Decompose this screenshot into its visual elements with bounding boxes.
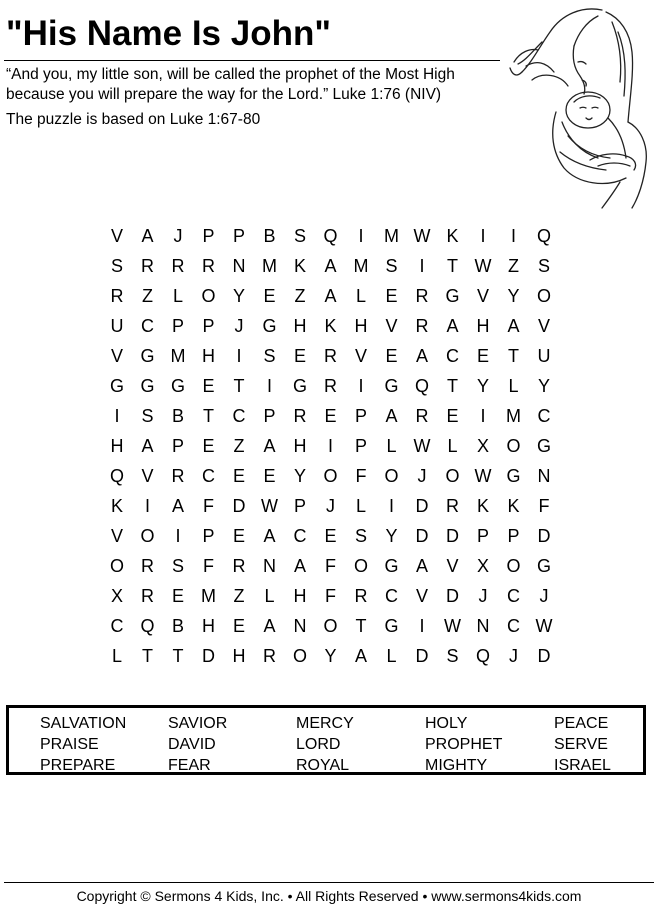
grid-letter: C [232,406,246,426]
grid-letter: V [110,346,123,366]
grid-letter: R [415,286,429,306]
word-list-column [554,713,611,776]
grid-row [102,315,562,345]
grid-letter: T [203,406,214,426]
grid-letter: H [293,586,307,606]
word-item: LORD [296,736,341,753]
grid-letter: I [114,406,120,426]
grid-letter: G [109,376,124,396]
grid-letter: Y [537,376,550,396]
grid-letter: G [536,436,551,456]
grid-letter: I [480,406,486,426]
grid-letter: G [384,376,399,396]
grid-letter: P [476,526,489,546]
grid-letter: I [419,256,425,276]
grid-letter: A [263,436,276,456]
grid-letter: U [110,316,124,336]
grid-letter: W [413,436,431,456]
grid-letter: C [293,526,307,546]
grid-letter: L [355,496,366,516]
grid-letter: S [171,556,184,576]
grid-letter: P [263,406,276,426]
grid-letter: D [446,586,459,606]
grid-letter: J [509,646,518,666]
grid-letter: G [536,556,551,576]
grid-letter: W [474,466,492,486]
grid-letter: C [141,316,154,336]
grid-letter: M [506,406,521,426]
grid-letter: A [324,256,337,276]
grid-letter: M [384,226,399,246]
grid-letter: H [293,436,307,456]
grid-row [102,405,562,435]
word-item: MERCY [296,715,354,732]
grid-row [102,645,562,675]
title-divider [4,60,500,61]
grid-letter: P [171,316,184,336]
grid-letter: B [171,616,184,636]
grid-letter: D [537,526,551,546]
grid-letter: T [508,346,519,366]
grid-letter: E [476,346,489,366]
grid-letter: A [263,616,276,636]
grid-letter: A [446,316,459,336]
grid-letter: P [232,226,245,246]
grid-letter: R [171,256,185,276]
grid-letter: O [323,616,338,636]
grid-row [102,435,562,465]
verse-line-1: “And you, my little son, will be called the prophet of the Most High [6,66,455,83]
grid-letter: O [323,466,338,486]
grid-letter: F [355,466,367,486]
grid-letter: O [201,286,216,306]
grid-letter: T [233,376,245,396]
grid-letter: Q [414,376,429,396]
grid-letter: E [263,466,276,486]
grid-letter: S [537,256,550,276]
grid-letter: O [292,646,307,666]
grid-letter: P [354,406,367,426]
grid-letter: A [141,436,154,456]
grid-letter: V [476,286,489,306]
grid-letter: R [110,286,124,306]
grid-letter: T [447,256,458,276]
grid-row [102,225,562,255]
grid-letter: F [325,556,336,576]
grid-letter: V [415,586,428,606]
puzzle-basis: The puzzle is based on Luke 1:67-80 [6,111,261,128]
grid-row [102,255,562,285]
grid-letter: O [506,556,521,576]
grid-letter: N [293,616,307,636]
grid-letter: L [355,286,366,306]
grid-letter: S [446,646,459,666]
grid-letter: J [326,496,335,516]
grid-letter: O [506,436,521,456]
grid-letter: I [510,226,516,246]
grid-letter: A [507,316,520,336]
grid-letter: C [446,346,459,366]
grid-letter: G [140,376,155,396]
word-list-column [425,713,502,776]
grid-letter: W [474,256,492,276]
grid-letter: O [445,466,460,486]
grid-letter: X [476,556,489,576]
grid-letter: V [110,526,123,546]
grid-letter: K [324,316,337,336]
grid-letter: S [263,346,276,366]
grid-letter: W [444,616,461,636]
grid-letter: I [175,526,181,546]
grid-letter: P [202,526,215,546]
grid-letter: N [476,616,490,636]
grid-letter: E [385,286,398,306]
grid-letter: L [172,286,183,306]
grid-letter: Y [507,286,520,306]
grid-letter: T [142,646,153,666]
grid-letter: O [536,286,551,306]
grid-letter: D [446,526,459,546]
grid-letter: J [234,316,244,336]
grid-letter: P [202,316,215,336]
grid-letter: Z [294,286,306,306]
grid-letter: D [202,646,215,666]
grid-letter: T [172,646,184,666]
grid-letter: E [232,616,245,636]
grid-letter: B [263,226,276,246]
grid-row [102,375,562,405]
footer-divider [4,882,654,883]
word-item: SERVE [554,736,608,753]
grid-letter: Q [536,226,551,246]
verse-line-2: because you will prepare the way for the Lord.” Luke 1:76 (NIV) [6,86,442,103]
grid-letter: Y [232,286,245,306]
grid-row [102,465,562,495]
grid-letter: T [355,616,367,636]
grid-letter: A [385,406,398,426]
grid-letter: R [202,256,215,276]
grid-row [102,345,562,375]
grid-letter: H [202,346,215,366]
grid-letter: C [507,616,520,636]
grid-letter: L [386,436,397,456]
grid-letter: I [327,436,333,456]
grid-letter: H [354,316,368,336]
grid-letter: G [445,286,460,306]
grid-row [102,525,562,555]
grid-letter: E [324,406,337,426]
grid-letter: S [293,226,306,246]
grid-letter: A [263,526,276,546]
word-item: PEACE [554,715,609,732]
grid-letter: Q [475,646,490,666]
word-item: ISRAEL [554,757,611,774]
grid-letter: S [141,406,154,426]
grid-letter: V [141,466,154,486]
grid-letter: D [415,646,429,666]
grid-letter: I [266,376,272,396]
word-item: DAVID [168,736,216,753]
word-list-column [168,713,227,776]
grid-letter: X [476,436,489,456]
word-list-box [6,705,646,775]
word-item: SALVATION [40,715,127,732]
grid-letter: G [384,556,399,576]
grid-letter: O [353,556,368,576]
copyright-footer: Copyright © Sermons 4 Kids, Inc. • All Rights Reserved • www.sermons4kids.com [76,888,582,904]
grid-letter: N [537,466,551,486]
grid-letter: I [236,346,242,366]
grid-letter: E [385,346,398,366]
grid-letter: M [170,346,186,366]
grid-letter: Q [109,466,124,486]
word-item: HOLY [425,715,468,732]
word-list-column [296,713,354,776]
grid-letter: C [507,586,520,606]
grid-letter: Y [385,526,398,546]
grid-letter: L [508,376,519,396]
grid-letter: L [386,646,397,666]
grid-letter: C [385,586,398,606]
grid-letter: R [171,466,185,486]
grid-letter: W [535,616,553,636]
grid-letter: K [110,496,123,516]
grid-letter: R [415,406,429,426]
grid-letter: A [141,226,154,246]
grid-letter: Q [323,226,338,246]
grid-letter: Z [233,436,245,456]
grid-letter: M [353,256,369,276]
grid-letter: I [388,496,394,516]
grid-row [102,495,562,525]
grid-letter: W [413,226,431,246]
grid-letter: R [324,346,337,366]
grid-letter: H [293,316,307,336]
word-item: SAVIOR [168,715,228,732]
grid-letter: A [415,346,428,366]
grid-letter: P [293,496,306,516]
grid-letter: N [232,256,246,276]
grid-letter: E [202,436,215,456]
grid-letter: G [140,346,155,366]
grid-letter: H [110,436,124,456]
word-item: PREPARE [40,757,116,774]
grid-letter: F [325,586,336,606]
grid-letter: K [446,226,459,246]
grid-letter: F [538,496,550,516]
grid-letter: K [507,496,520,516]
word-item: ROYAL [296,757,350,774]
grid-letter: O [384,466,399,486]
grid-letter: A [293,556,306,576]
grid-letter: B [171,406,184,426]
grid-letter: A [324,286,337,306]
grid-letter: Y [324,646,337,666]
grid-letter: Q [140,616,155,636]
grid-letter: D [415,526,429,546]
grid-letter: G [292,376,307,396]
grid-letter: D [415,496,429,516]
grid-letter: P [354,436,367,456]
grid-letter: C [202,466,215,486]
grid-letter: A [171,496,184,516]
grid-letter: Z [142,286,153,306]
grid-letter: S [110,256,123,276]
word-item: MIGHTY [425,757,488,774]
grid-letter: S [354,526,367,546]
grid-letter: N [263,556,276,576]
grid-letter: D [232,496,246,516]
grid-letter: J [539,586,549,606]
verse-text [6,65,506,105]
grid-letter: A [415,556,428,576]
mother-and-baby-drawing-icon [502,2,656,212]
grid-letter: H [202,616,215,636]
grid-letter: E [232,526,245,546]
grid-letter: E [171,586,184,606]
grid-letter: K [476,496,489,516]
grid-row [102,555,562,585]
grid-row [102,585,562,615]
grid-letter: R [141,556,154,576]
grid-letter: E [446,406,459,426]
grid-letter: E [232,466,245,486]
grid-letter: G [262,316,277,336]
grid-letter: V [354,346,367,366]
grid-letter: X [110,586,123,606]
grid-letter: P [507,526,520,546]
grid-letter: I [358,226,364,246]
grid-letter: M [262,256,277,276]
grid-letter: Z [233,586,245,606]
grid-letter: R [232,556,246,576]
grid-letter: G [506,466,521,486]
grid-letter: R [324,376,337,396]
grid-letter: K [293,256,306,276]
grid-letter: J [173,226,183,246]
grid-letter: D [537,646,551,666]
grid-letter: T [447,376,458,396]
grid-letter: J [417,466,427,486]
grid-letter: A [354,646,367,666]
grid-letter: R [141,586,154,606]
word-item: PRAISE [40,736,99,753]
grid-letter: E [293,346,306,366]
grid-row [102,615,562,645]
word-item: FEAR [168,757,211,774]
grid-letter: I [144,496,150,516]
word-item: PROPHET [425,736,503,753]
grid-letter: V [537,316,550,336]
grid-letter: I [419,616,425,636]
grid-letter: Y [476,376,489,396]
grid-row [102,285,562,315]
grid-letter: H [232,646,246,666]
grid-letter: H [476,316,490,336]
grid-letter: O [140,526,155,546]
grid-letter: R [415,316,429,336]
word-list-column [40,713,126,776]
grid-letter: Y [293,466,306,486]
word-search-grid [102,225,562,675]
grid-letter: S [385,256,398,276]
grid-letter: E [202,376,215,396]
grid-letter: J [478,586,488,606]
grid-letter: P [171,436,184,456]
grid-letter: R [446,496,459,516]
grid-letter: O [109,556,124,576]
grid-letter: L [447,436,458,456]
grid-letter: L [264,586,275,606]
grid-letter: F [203,496,214,516]
grid-letter: U [537,346,551,366]
grid-letter: R [354,586,368,606]
grid-letter: E [263,286,276,306]
grid-letter: R [263,646,276,666]
grid-letter: E [324,526,337,546]
grid-letter: V [110,226,123,246]
grid-letter: V [385,316,398,336]
grid-letter: G [384,616,399,636]
grid-letter: I [480,226,486,246]
grid-letter: G [170,376,185,396]
grid-letter: R [293,406,307,426]
grid-letter: I [358,376,364,396]
grid-letter: P [202,226,215,246]
grid-letter: C [110,616,124,636]
grid-letter: L [111,646,122,666]
grid-letter: R [141,256,154,276]
grid-letter: C [537,406,551,426]
page-title: "His Name Is John" [6,14,331,53]
grid-letter: F [203,556,214,576]
grid-letter: W [261,496,278,516]
grid-letter: Z [508,256,519,276]
grid-letter: M [201,586,216,606]
grid-letter: V [446,556,459,576]
